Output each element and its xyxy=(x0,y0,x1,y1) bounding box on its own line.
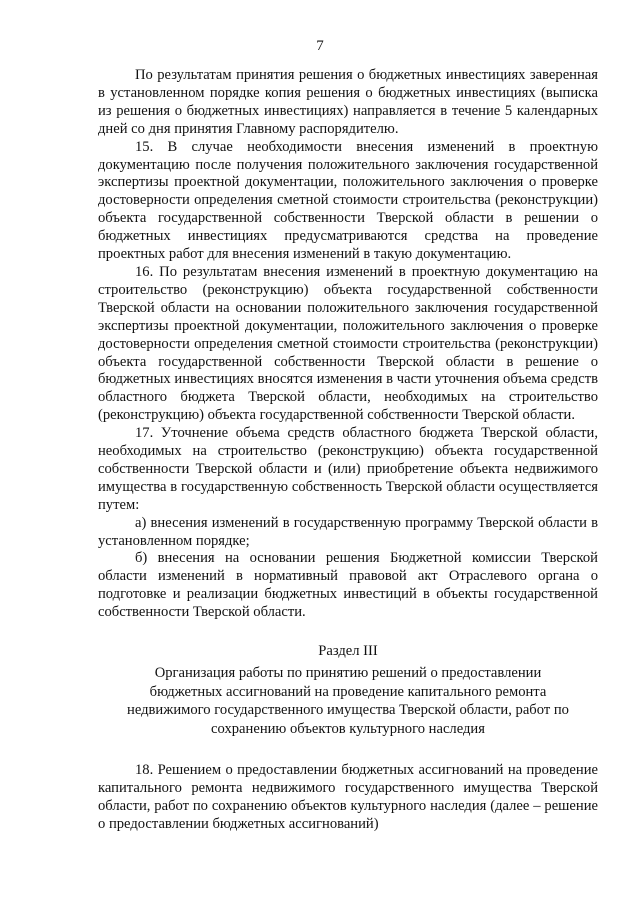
page-number: 7 xyxy=(316,38,324,54)
paragraph-15: 15. В случае необходимости внесения изменений в проектную документацию после получения положительного заключения государственной экспертизы проектной документации, положительного заключения о проверке достоверности определения сметной стоимости строительства (реконструкции) объекта государственной собственности Тверской области в решении о бюджетных инвестициях предусматриваются средства на проведение проектных работ для внесения изменений в такую документацию. xyxy=(98,138,598,263)
paragraph-16: 16. По результатам внесения изменений в проектную документацию на строительство (реконструкцию) объекта государственной собственности Тверской области на основании положительного заключения государственной экспертизы проектной документации, положительного заключения о проверке достоверности определения сметной стоимости строительства (реконструкции) объекта государственной собственности Тверской области в решение о бюджетных инвестициях вносятся изменения в части уточнения объема средств областного бюджета Тверской области, необходимых на строительство (реконструкцию) объекта государственной собственности Тверской области. xyxy=(98,263,598,424)
paragraph-17-item-a: а) внесения изменений в государственную программу Тверской области в установленном порядке; xyxy=(98,514,598,549)
document-body xyxy=(98,67,598,834)
section-title: Раздел III xyxy=(318,643,378,660)
paragraph-17: 17. Уточнение объема средств областного бюджета Тверской области, необходимых на строительство (реконструкцию) объекта государственной собственности Тверской области и (или) приобретение объекта недвижимого имущества в государственную собственность Тверской области осуществляется путем: xyxy=(98,425,598,513)
paragraph-18: 18. Решением о предоставлении бюджетных ассигнований на проведение капитального ремонта недвижимого государственного имущества Тверской области, работ по сохранению объектов культурного наследия (далее – решение о предоставлении бюджетных ассигнований) xyxy=(98,762,598,832)
paragraph-17-item-b: б) внесения на основании решения Бюджетной комиссии Тверской области изменений в нормативный правовой акт Отраслевого органа о подготовке и реализации бюджетных инвестиций в объекты государственной собственности Тверской области. xyxy=(98,550,598,621)
paragraph-decision-copy: По результатам принятия решения о бюджетных инвестициях заверенная в установленном порядке копия решения о бюджетных инвестициях (выписка из решения о бюджетных инвестициях) направляется в течение 5 календарных дней со дня принятия Главному распорядителю. xyxy=(98,67,598,137)
section-block xyxy=(98,642,598,738)
section-heading: Организация работы по принятию решений о предоставлении бюджетных ассигнований на проведение капитального ремонта недвижимого государственного имущества Тверской области, работ по сохранению объектов культурного наследия xyxy=(127,665,569,737)
